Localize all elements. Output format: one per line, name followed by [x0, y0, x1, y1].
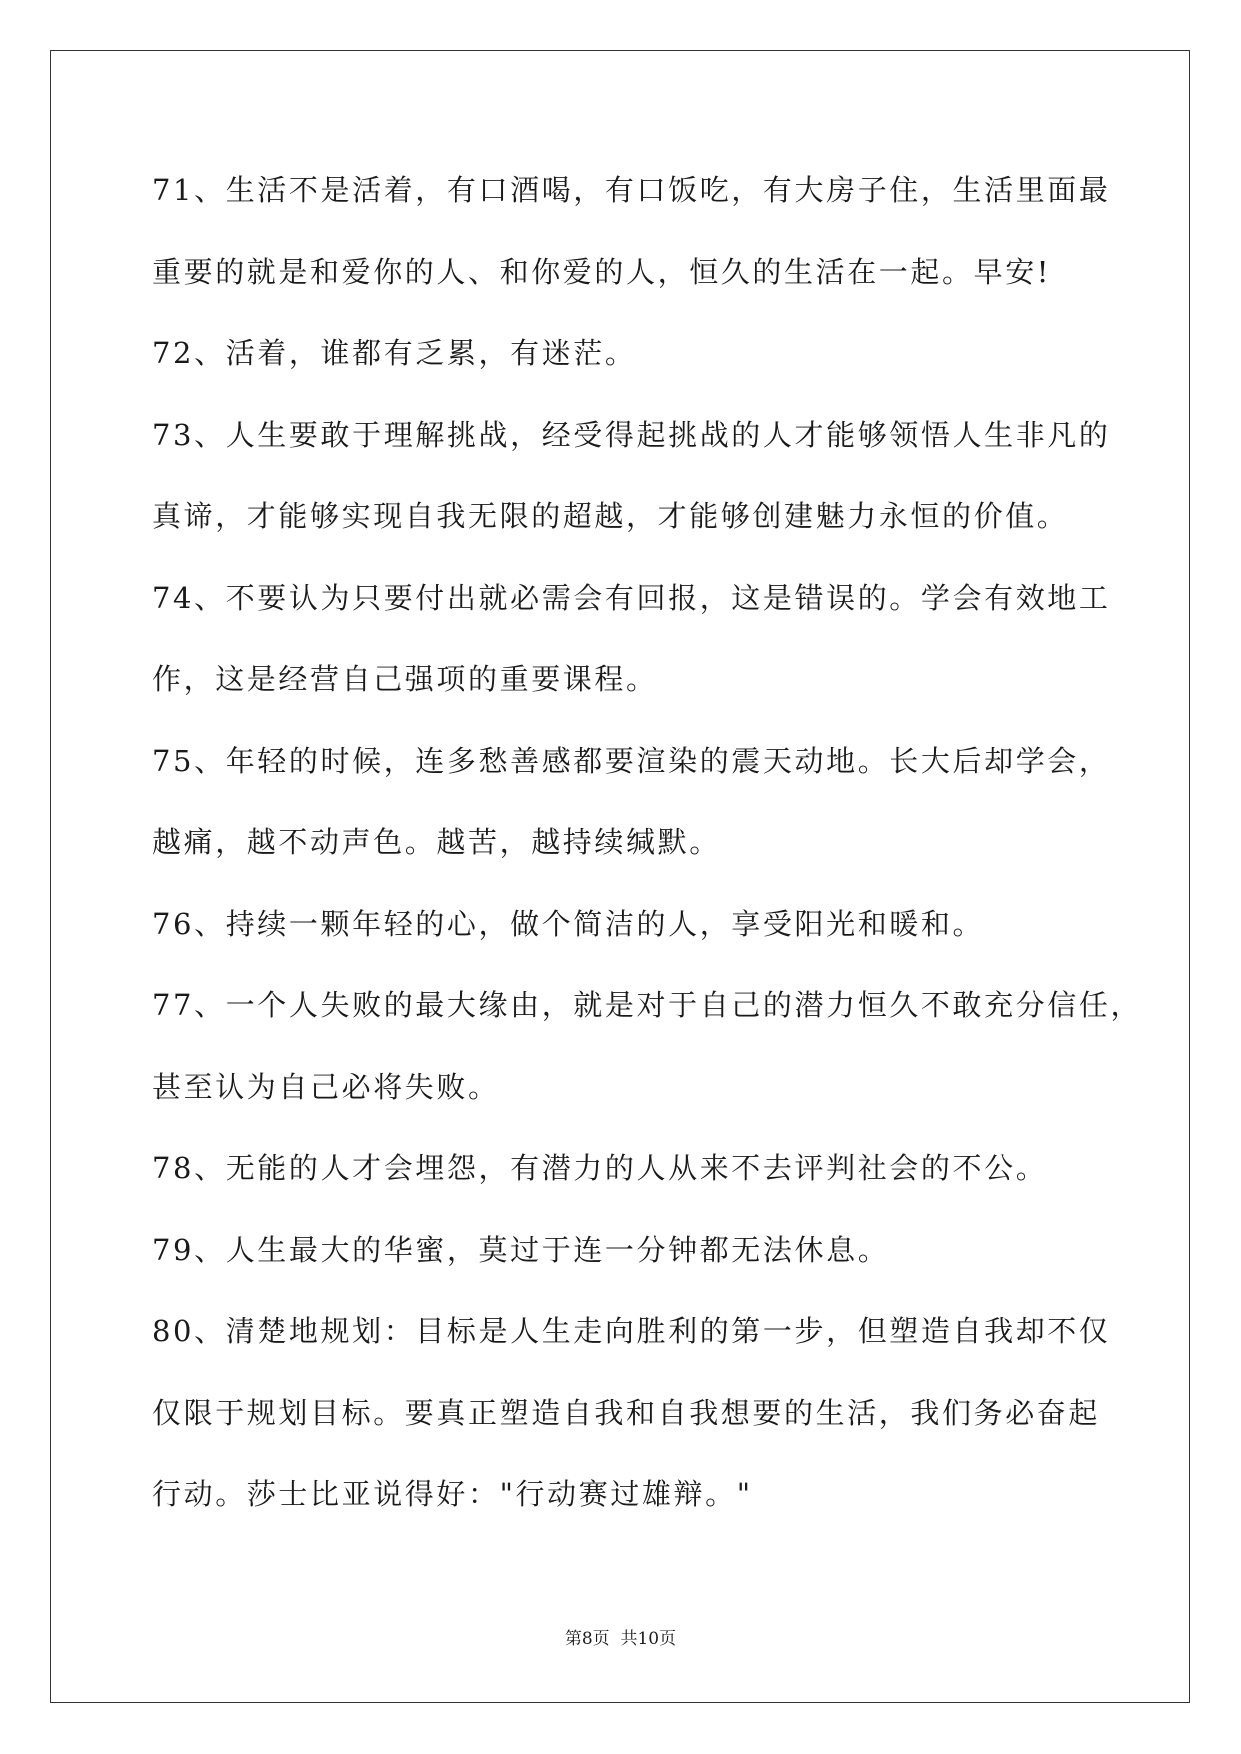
text-line: 78、无能的人才会埋怨，有潜力的人从来不去评判社会的不公。	[152, 1151, 1048, 1185]
text-line: 77、一个人失败的最大缘由，就是对于自己的潜力恒久不敢充分信任，	[152, 988, 1143, 1022]
text-line: 71、生活不是活着，有口酒喝，有口饭吃，有大房子住，生活里面最	[152, 173, 1111, 207]
text-line: 75、年轻的时候，连多愁善感都要渲染的震天动地。长大后却学会，	[152, 743, 1111, 778]
text-line: 74、不要认为只要付出就必需会有回报，这是错误的。学会有效地工	[152, 580, 1111, 615]
document-body	[152, 160, 1143, 1546]
text-line: 76、持续一颗年轻的心，做个简洁的人，享受阳光和暖和。	[152, 906, 985, 941]
text-line: 73、人生要敢于理解挑战，经受得起挑战的人才能够领悟人生非凡的	[152, 417, 1111, 452]
text-line: 79、人生最大的华蜜，莫过于连一分钟都无法休息。	[152, 1232, 890, 1267]
text-line: 真谛，才能够实现自我无限的超越，才能够创建魅力永恒的价值。	[152, 499, 1069, 533]
text-line: 仅限于规划目标。要真正塑造自我和自我想要的生活，我们务必奋起	[152, 1395, 1101, 1430]
text-line: 越痛，越不动声色。越苦，越持续缄默。	[152, 825, 721, 859]
text-line: 80、清楚地规划：目标是人生走向胜利的第一步，但塑造自我却不仅	[152, 1314, 1111, 1348]
text-line: 重要的就是和爱你的人、和你爱的人，恒久的生活在一起。早安!	[152, 254, 1052, 289]
text-line: 行动。莎士比亚说得好："行动赛过雄辩。"	[152, 1477, 753, 1511]
text-line: 72、活着，谁都有乏累，有迷茫。	[152, 336, 637, 370]
text-line: 甚至认为自己必将失败。	[152, 1069, 500, 1104]
page-number: 第8页 共10页	[564, 1629, 677, 1649]
text-line: 作，这是经营自己强项的重要课程。	[152, 662, 658, 696]
